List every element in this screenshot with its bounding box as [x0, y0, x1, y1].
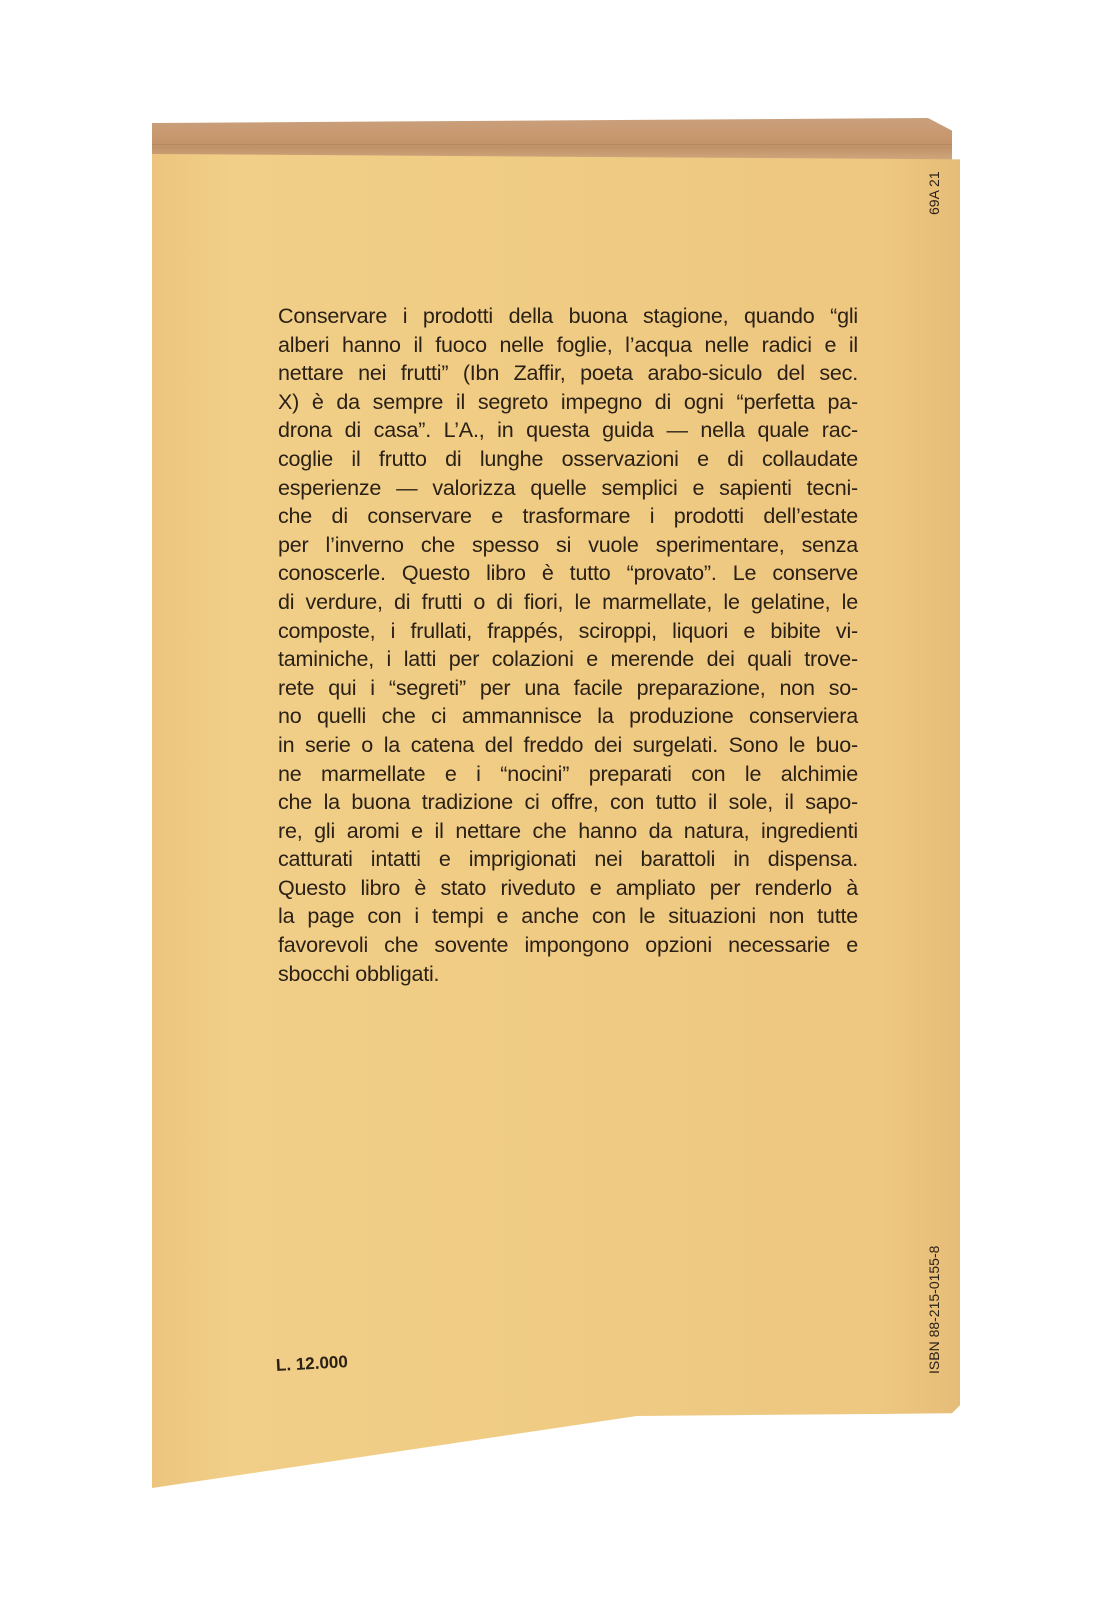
price-label: L. 12.000: [275, 1352, 349, 1375]
blurb-line: composte, i frullati, frappés, sciroppi, liquori e bibite vi-: [278, 618, 858, 643]
blurb-line: esperienze — valorizza quelle semplici e sapienti tecni-: [278, 475, 858, 500]
blurb-text: [278, 302, 858, 988]
blurb-line: alberi hanno il fuoco nelle foglie, l’acqua nelle radici e il: [278, 332, 858, 357]
catalog-code: 69A 21: [926, 171, 942, 215]
blurb-line: che la buona tradizione ci offre, con tutto il sole, il sapo-: [278, 790, 858, 815]
blurb-line: nettare nei frutti” (Ibn Zaffir, poeta arabo-siculo del sec.: [278, 361, 858, 386]
blurb-line: la page con i tempi e anche con le situazioni non tutte: [278, 904, 858, 929]
blurb-line: di verdure, di frutti o di fiori, le marmellate, le gelatine, le: [278, 589, 858, 614]
blurb-line: per l’inverno che spesso si vuole sperimentare, senza: [278, 532, 858, 557]
blurb-line: rete qui i “segreti” per una facile preparazione, non so-: [278, 675, 858, 700]
book-top-edge: [152, 118, 952, 160]
blurb-line: in serie o la catena del freddo dei surgelati. Sono le buo-: [278, 732, 858, 757]
blurb-line: conoscerle. Questo libro è tutto “provato”. Le conserve: [278, 561, 858, 586]
blurb-line: Questo libro è stato riveduto e ampliato per renderlo à: [278, 875, 858, 900]
blurb-line: X) è da sempre il segreto impegno di ogni “perfetta pa-: [278, 389, 858, 414]
blurb-line: Conservare i prodotti della buona stagione, quando “gli: [278, 304, 858, 328]
blurb-line: coglie il frutto di lunghe osservazioni e di collaudate: [278, 446, 858, 471]
blurb-line: drona di casa”. L’A., in questa guida — nella quale rac-: [278, 418, 858, 443]
blurb-line: no quelli che ci ammannisce la produzione conserviera: [278, 704, 858, 729]
blurb-line: taminiche, i latti per colazioni e merende dei quali trove-: [278, 647, 858, 672]
blurb-line: sbocchi obbligati.: [278, 961, 440, 986]
blurb-line: che di conservare e trasformare i prodotti dell’estate: [278, 504, 858, 529]
blurb-line: favorevoli che sovente impongono opzioni necessarie e: [278, 933, 858, 958]
blurb-line: ne marmellate e i “nocini” preparati con le alchimie: [278, 761, 858, 786]
isbn-label: ISBN 88-215-0155-8: [926, 1245, 942, 1374]
blurb-line: catturati intatti e imprigionati nei barattoli in dispensa.: [278, 847, 858, 872]
blurb-line: re, gli aromi e il nettare che hanno da natura, ingredienti: [278, 818, 858, 843]
